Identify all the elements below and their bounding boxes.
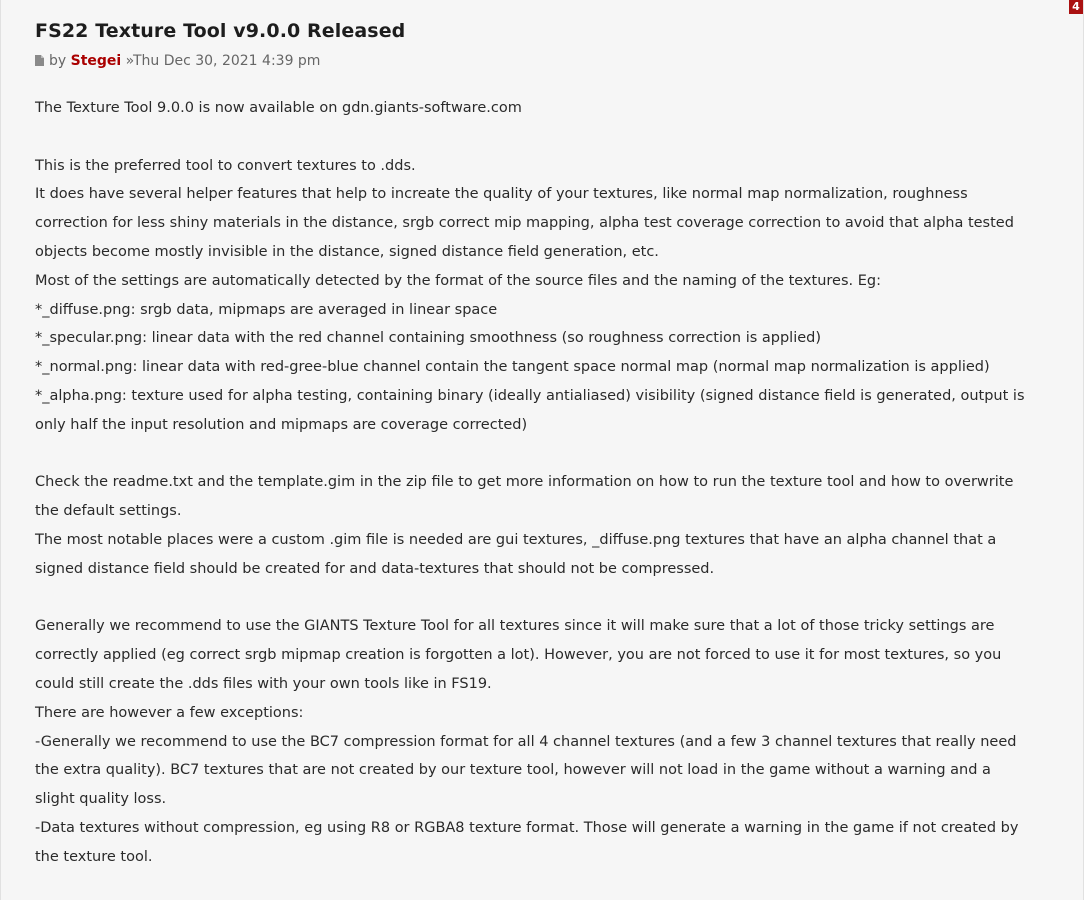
content-line: *_alpha.png: texture used for alpha testing, containing binary (ideally antialiased) visibility (signed distance field is generated, output is <box>35 387 1025 404</box>
content-line: Generally we recommend to use the GIANTS Texture Tool for all textures since it will make sure that a lot of those tricky settings are <box>35 618 995 635</box>
byline-prefix: by <box>49 53 67 69</box>
content-line: the extra quality). BC7 textures that are not created by our texture tool, however will not load in the game without a warning and a <box>35 762 991 779</box>
post-title[interactable]: FS22 Texture Tool v9.0.0 Released <box>35 20 406 42</box>
content-line: -Data textures without compression, eg using R8 or RGBA8 texture format. Those will generate a warning in the game if not created by <box>35 819 1019 836</box>
post-date: Thu Dec 30, 2021 4:39 pm <box>132 53 321 69</box>
content-line: This is the preferred tool to convert textures to .dds. <box>35 157 416 174</box>
content-line: Check the readme.txt and the template.gim in the zip file to get more information on how to run the texture tool and how to overwrite <box>35 474 1014 491</box>
author-line <box>35 53 320 69</box>
author-link[interactable]: Stegei <box>70 53 122 69</box>
content-line: correctly applied (eg correct srgb mipmap creation is forgotten a lot). However, you are not forced to use it for most textures, so you <box>35 647 1002 664</box>
date-prefix: » <box>125 53 133 69</box>
content-line: The Texture Tool 9.0.0 is now available on gdn.giants-software.com <box>35 100 522 116</box>
post-file-icon[interactable] <box>35 55 44 66</box>
content-line: -Generally we recommend to use the BC7 compression format for all 4 channel textures (and a few 3 channel textures that really need <box>35 733 1017 750</box>
content-line: Most of the settings are automatically detected by the format of the source files and the naming of the textures. Eg: <box>35 272 881 289</box>
content-line: slight quality loss. <box>35 791 167 808</box>
content-line: objects become mostly invisible in the distance, signed distance field generation, etc. <box>35 243 659 260</box>
blank-line <box>35 123 1065 152</box>
content-line: could still create the .dds files with your own tools like in FS19. <box>35 675 492 692</box>
content-line: *_specular.png: linear data with the red channel containing smoothness (so roughness correction is applied) <box>35 330 822 347</box>
content-line: *_normal.png: linear data with red-gree-blue channel contain the tangent space normal map (normal map normalization is applied) <box>35 359 990 376</box>
content-line: correction for less shiny materials in the distance, srgb correct mip mapping, alpha test coverage correction to avoid that alpha tested <box>35 215 1014 232</box>
blank-line <box>35 440 1065 469</box>
content-line: only half the input resolution and mipmaps are coverage corrected) <box>35 416 528 433</box>
content-line: the default settings. <box>35 503 182 520</box>
content-line: The most notable places were a custom .gim file is needed are gui textures, _diffuse.png textures that have an alpha channel that a <box>35 531 997 548</box>
content-line: *_diffuse.png: srgb data, mipmaps are averaged in linear space <box>35 301 498 318</box>
content-line: There are however a few exceptions: <box>35 704 304 721</box>
content-line: signed distance field should be created for and data-textures that should not be compressed. <box>35 560 715 577</box>
post-content <box>35 94 1065 872</box>
content-line: It does have several helper features that help to increate the quality of your textures, like normal map normalization, roughness <box>35 186 968 203</box>
blank-line <box>35 584 1065 613</box>
corner-badge[interactable]: 4 <box>1069 0 1083 14</box>
content-line: the texture tool. <box>35 848 153 865</box>
